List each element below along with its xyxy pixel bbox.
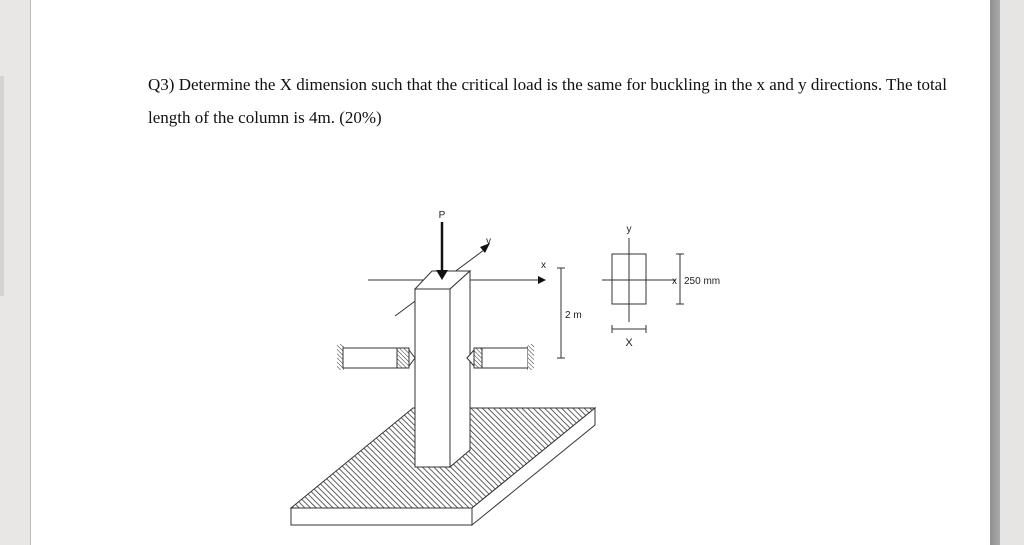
left-window-edge (0, 76, 4, 296)
section-x-label: x (672, 276, 677, 287)
left-brace (337, 344, 415, 370)
question-text: Q3) Determine the X dimension such that the critical load is the same for buckling in the x and y directions. The total length of the column is 4m. (20%) (148, 75, 947, 127)
column (415, 271, 470, 467)
cross-section (602, 238, 676, 322)
column-buckling-figure (250, 195, 750, 535)
load-label: P (438, 210, 446, 221)
dimension-250mm-label: 250 mm (684, 276, 721, 287)
page-scroll-shadow (990, 0, 1000, 545)
dimension-width-label: X (625, 337, 633, 349)
x-axis-arrow (538, 276, 546, 284)
right-brace (467, 344, 534, 370)
dimension-2m-label: 2 m (565, 310, 582, 321)
y-axis-label: y (486, 236, 491, 247)
right-background (1000, 0, 1024, 545)
section-y-label: y (626, 224, 632, 235)
x-axis-label: x (541, 260, 546, 271)
